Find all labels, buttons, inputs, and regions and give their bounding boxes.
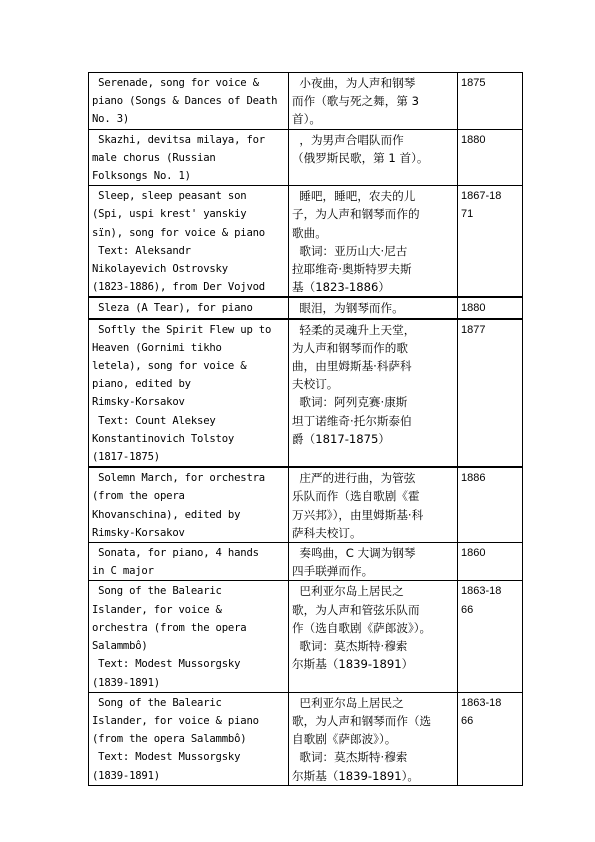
table-row bbox=[89, 467, 523, 542]
chinese-description-cell bbox=[289, 319, 458, 468]
cell-text-line: Salammbô) bbox=[92, 640, 148, 653]
cell-text-line: 1867-18 bbox=[461, 190, 502, 203]
cell-text-line: 歌词：莫杰斯特·穆索 bbox=[292, 750, 408, 765]
cell-text-line: 66 bbox=[461, 603, 474, 616]
cell-text-line: 轻柔的灵魂升上天堂， bbox=[292, 322, 416, 337]
table-row bbox=[89, 692, 523, 785]
cell-text-line: Song of the Balearic bbox=[92, 585, 222, 598]
table-row bbox=[89, 73, 523, 130]
cell-text-line: 1880 bbox=[461, 133, 486, 146]
works-table bbox=[88, 72, 523, 786]
cell-text-line: Konstantinovich Tolstoy bbox=[92, 432, 235, 445]
cell-text-line: 巴利亚尔岛上居民之 bbox=[292, 584, 404, 599]
cell-text-line: 乐队而作（选自歌剧《霍 bbox=[292, 489, 420, 504]
cell-text-line: 1863-18 bbox=[461, 696, 502, 709]
year-cell bbox=[458, 129, 523, 186]
cell-text-line: in C major bbox=[92, 565, 154, 578]
cell-text-line: 曲，由里姆斯基·科萨科 bbox=[292, 359, 412, 374]
cell-text-line: (1817-1875) bbox=[92, 451, 160, 464]
cell-text-line: 四手联弹而作。 bbox=[292, 564, 374, 579]
work-title-cell bbox=[89, 297, 289, 318]
cell-text-line: 自歌剧《萨郎波》）。 bbox=[292, 732, 397, 747]
cell-text-line: (from the opera Salammbô) bbox=[92, 733, 247, 746]
cell-text-line: 歌词：亚历山大·尼古 bbox=[292, 243, 408, 258]
cell-text-line: Song of the Balearic bbox=[92, 696, 222, 709]
cell-text-line: Sleep, sleep peasant son bbox=[92, 190, 247, 203]
cell-text-line: 歌曲。 bbox=[292, 225, 327, 240]
cell-text-line: Softly the Spirit Flew up to bbox=[92, 323, 272, 336]
cell-text-line: Text: Modest Mussorgsky bbox=[92, 658, 241, 671]
cell-text-line: piano (Songs & Dances of Death bbox=[92, 95, 278, 108]
cell-text-line: ，为男声合唱队而作 bbox=[292, 132, 404, 147]
work-title-cell bbox=[89, 467, 289, 542]
cell-text-line: No. 3) bbox=[92, 113, 130, 126]
cell-text-line: (1839-1891) bbox=[92, 676, 160, 689]
cell-text-line: 萨科夫校订。 bbox=[292, 525, 362, 540]
cell-text-line: Sleza (A Tear), for piano bbox=[92, 302, 253, 315]
cell-text-line: (from the opera bbox=[92, 490, 185, 503]
cell-text-line: 1880 bbox=[461, 302, 486, 315]
chinese-description-cell bbox=[289, 297, 458, 318]
chinese-description-cell bbox=[289, 692, 458, 785]
year-cell bbox=[458, 692, 523, 785]
table-row bbox=[89, 543, 523, 581]
chinese-description-cell bbox=[289, 129, 458, 186]
cell-text-line: Solemn March, for orchestra bbox=[92, 472, 265, 485]
cell-text-line: Islander, for voice & piano bbox=[92, 714, 259, 727]
cell-text-line: Rimsky-Korsakov bbox=[92, 396, 185, 409]
chinese-description-cell bbox=[289, 543, 458, 581]
year-cell bbox=[458, 297, 523, 318]
cell-text-line: Folksongs No. 1) bbox=[92, 170, 191, 183]
cell-text-line: Khovanschina), edited by bbox=[92, 508, 241, 521]
work-title-cell bbox=[89, 581, 289, 692]
table-row bbox=[89, 319, 523, 468]
year-cell bbox=[458, 581, 523, 692]
table-row bbox=[89, 129, 523, 186]
work-title-cell bbox=[89, 129, 289, 186]
cell-text-line: Sonata, for piano, 4 hands bbox=[92, 547, 259, 560]
cell-text-line: 巴利亚尔岛上居民之 bbox=[292, 695, 404, 710]
chinese-description-cell bbox=[289, 186, 458, 298]
cell-text-line: （俄罗斯民歌，第 1 首）。 bbox=[292, 150, 429, 165]
cell-text-line: 歌词：莫杰斯特·穆索 bbox=[292, 639, 408, 654]
cell-text-line: orchestra (from the opera bbox=[92, 621, 247, 634]
cell-text-line: 奏鸣曲，C 大调为钢琴 bbox=[292, 546, 416, 561]
cell-text-line: Text: Count Aleksey bbox=[92, 414, 216, 427]
cell-text-line: (1839-1891) bbox=[92, 769, 160, 782]
work-title-cell bbox=[89, 186, 289, 298]
cell-text-line: 1875 bbox=[461, 77, 486, 89]
chinese-description-cell bbox=[289, 73, 458, 130]
table-row bbox=[89, 297, 523, 318]
cell-text-line: (Spi, uspi krest' yanskiy bbox=[92, 208, 247, 221]
cell-text-line: Serenade, song for voice & bbox=[92, 77, 259, 89]
cell-text-line: 尔斯基（1839-1891）。 bbox=[292, 768, 419, 783]
year-cell bbox=[458, 186, 523, 298]
cell-text-line: 歌，为人声和管弦乐队而 bbox=[292, 602, 420, 617]
cell-text-line: Text: Modest Mussorgsky bbox=[92, 751, 241, 764]
cell-text-line: 子，为人声和钢琴而作的 bbox=[292, 207, 420, 222]
cell-text-line: (1823-1886), from Der Vojvod bbox=[92, 281, 265, 294]
cell-text-line: 歌，为人声和钢琴而作（选 bbox=[292, 713, 432, 728]
cell-text-line: 1860 bbox=[461, 547, 486, 560]
cell-text-line: 睡吧，睡吧，农夫的儿 bbox=[292, 189, 416, 204]
cell-text-line: 尔斯基（1839-1891） bbox=[292, 657, 414, 672]
cell-text-line: 71 bbox=[461, 208, 474, 221]
cell-text-line: piano, edited by bbox=[92, 378, 191, 391]
cell-text-line: 为人声和钢琴而作的歌 bbox=[292, 340, 408, 355]
cell-text-line: letela), song for voice & bbox=[92, 360, 247, 373]
cell-text-line: 拉耶维奇·奥斯特罗夫斯 bbox=[292, 262, 412, 277]
cell-text-line: Islander, for voice & bbox=[92, 603, 222, 616]
cell-text-line: 眼泪，为钢琴而作。 bbox=[292, 301, 404, 316]
year-cell bbox=[458, 319, 523, 468]
cell-text-line: Heaven (Gornimi tikho bbox=[92, 341, 222, 354]
cell-text-line: 1863-18 bbox=[461, 585, 502, 598]
cell-text-line: 万兴邦》），由里姆斯基·科 bbox=[292, 507, 424, 522]
work-title-cell bbox=[89, 319, 289, 468]
cell-text-line: 庄严的进行曲，为管弦 bbox=[292, 471, 416, 486]
cell-text-line: 首）。 bbox=[292, 112, 321, 127]
cell-text-line: 爵（1817-1875） bbox=[292, 431, 390, 446]
year-cell bbox=[458, 543, 523, 581]
cell-text-line: Skazhi, devitsa milaya, for bbox=[92, 133, 265, 146]
cell-text-line: sïn), song for voice & piano bbox=[92, 226, 265, 239]
work-title-cell bbox=[89, 73, 289, 130]
work-title-cell bbox=[89, 692, 289, 785]
chinese-description-cell bbox=[289, 581, 458, 692]
table-row bbox=[89, 581, 523, 692]
cell-text-line: 夫校订。 bbox=[292, 377, 339, 392]
cell-text-line: 而作（歌与死之舞，第 3 bbox=[292, 94, 419, 109]
table-row bbox=[89, 186, 523, 298]
cell-text-line: 歌词：阿列克赛·康斯 bbox=[292, 395, 408, 410]
cell-text-line: 坦丁诺维奇·托尔斯泰伯 bbox=[292, 413, 412, 428]
cell-text-line: 作（选自歌剧《萨郎波》）。 bbox=[292, 620, 432, 635]
cell-text-line: 1886 bbox=[461, 472, 486, 485]
cell-text-line: Rimsky-Korsakov bbox=[92, 526, 185, 539]
year-cell bbox=[458, 467, 523, 542]
cell-text-line: Text: Aleksandr bbox=[92, 244, 191, 257]
works-table-body bbox=[89, 73, 523, 786]
work-title-cell bbox=[89, 543, 289, 581]
cell-text-line: Nikolayevich Ostrovsky bbox=[92, 263, 228, 276]
cell-text-line: 基（1823-1886） bbox=[292, 280, 390, 295]
year-cell bbox=[458, 73, 523, 130]
cell-text-line: 小夜曲，为人声和钢琴 bbox=[292, 76, 416, 90]
cell-text-line: 66 bbox=[461, 714, 474, 727]
chinese-description-cell bbox=[289, 467, 458, 542]
cell-text-line: 1877 bbox=[461, 323, 486, 336]
cell-text-line: male chorus (Russian bbox=[92, 151, 216, 164]
